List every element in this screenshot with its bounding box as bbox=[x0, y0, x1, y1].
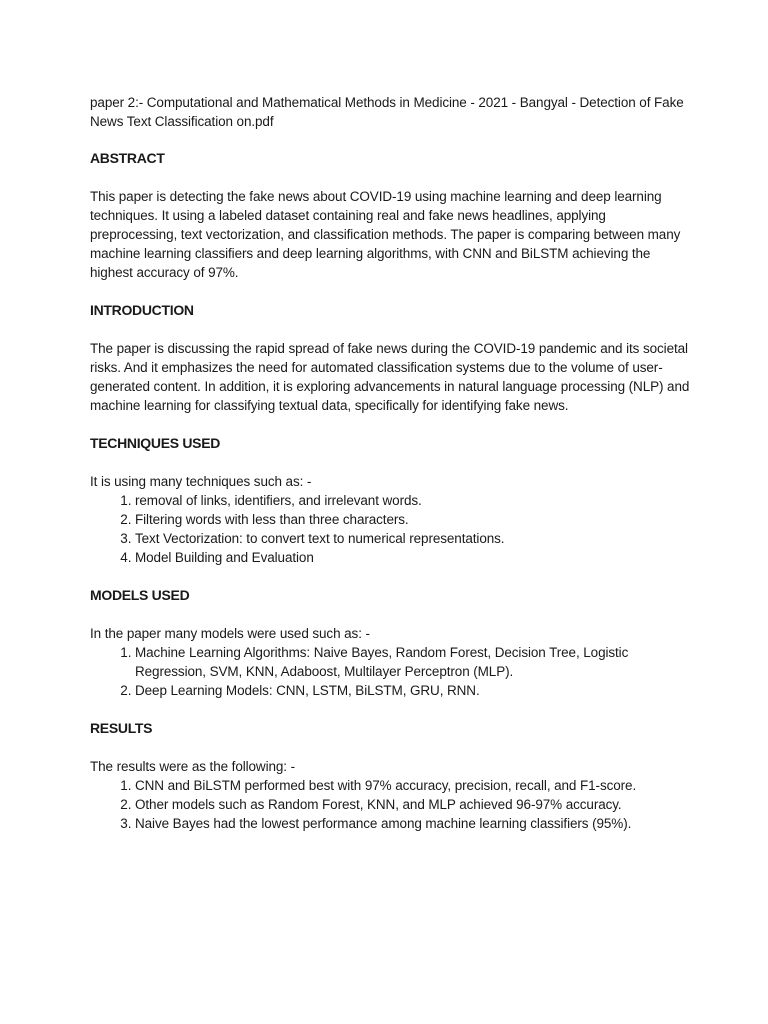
models-intro: In the paper many models were used such as: - bbox=[90, 626, 370, 641]
list-item: 1. removal of links, identifiers, and irrelevant words. bbox=[135, 491, 690, 510]
abstract-body: This paper is detecting the fake news about COVID-19 using machine learning and deep learning techniques. It using a labeled dataset containing real and fake news headlines, applying preprocessing, text vectorization, and classification methods. The paper is comparing between many machine learning classifiers and deep learning algorithms, with CNN and BiLSTM achieving the highest accuracy of 97%. bbox=[90, 189, 681, 280]
list-item: 4. Model Building and Evaluation bbox=[135, 548, 690, 567]
introduction-heading: INTRODUCTION bbox=[90, 302, 194, 318]
techniques-list bbox=[90, 491, 690, 567]
models-heading: MODELS USED bbox=[90, 587, 190, 603]
techniques-intro: It is using many techniques such as: - bbox=[90, 474, 312, 489]
list-item: 1. CNN and BiLSTM performed best with 97% accuracy, precision, recall, and F1-score. bbox=[135, 776, 690, 795]
models-list bbox=[90, 643, 690, 700]
results-list bbox=[90, 776, 690, 833]
abstract-heading: ABSTRACT bbox=[90, 150, 165, 166]
results-intro: The results were as the following: - bbox=[90, 759, 295, 774]
document-page bbox=[90, 93, 690, 852]
list-item: 1. Machine Learning Algorithms: Naive Bayes, Random Forest, Decision Tree, Logistic Regression, SVM, KNN, Adaboost, Multilayer Perceptron (MLP). bbox=[135, 643, 690, 681]
techniques-heading: TECHNIQUES USED bbox=[90, 435, 221, 451]
introduction-body: The paper is discussing the rapid spread of fake news during the COVID-19 pandemic and its societal risks. And it emphasizes the need for automated classification systems due to the volume of user-generated content. In addition, it is exploring advancements in natural language processing (NLP) and machine learning for classifying textual data, specifically for identifying fake news. bbox=[90, 341, 690, 413]
document-title: paper 2:- Computational and Mathematical Methods in Medicine - 2021 - Bangyal - Detection of Fake News Text Classification on.pdf bbox=[90, 95, 684, 129]
list-item: 3. Naive Bayes had the lowest performance among machine learning classifiers (95%). bbox=[135, 814, 690, 833]
list-item: 2. Other models such as Random Forest, KNN, and MLP achieved 96-97% accuracy. bbox=[135, 795, 690, 814]
results-heading: RESULTS bbox=[90, 720, 153, 736]
list-item: 2. Filtering words with less than three characters. bbox=[135, 510, 690, 529]
list-item: 2. Deep Learning Models: CNN, LSTM, BiLSTM, GRU, RNN. bbox=[135, 681, 690, 700]
list-item: 3. Text Vectorization: to convert text to numerical representations. bbox=[135, 529, 690, 548]
